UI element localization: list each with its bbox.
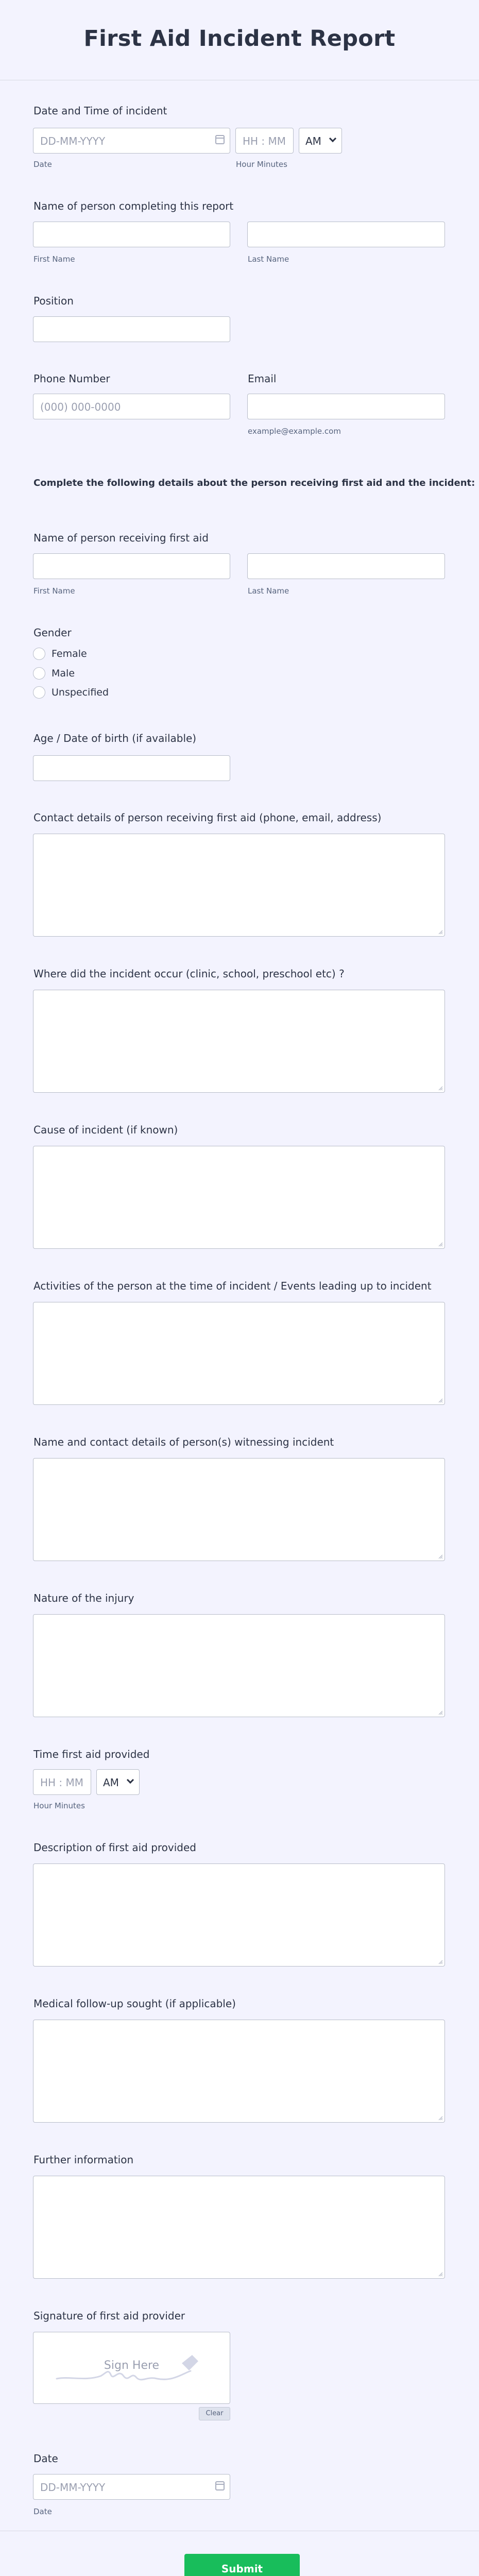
incident-date-sublabel: Date	[33, 160, 52, 169]
first-aid-ampm-select[interactable]	[96, 1769, 140, 1795]
calendar-icon[interactable]	[215, 135, 225, 144]
completer-last-sublabel: Last Name	[248, 255, 289, 264]
further-info-textarea[interactable]	[33, 2176, 445, 2279]
first-aid-ampm-value: AM	[103, 1776, 119, 1789]
phone-input[interactable]	[33, 394, 230, 419]
gender-option-male[interactable]	[33, 667, 162, 681]
form-header	[0, 0, 479, 80]
radio-button[interactable]	[33, 686, 45, 699]
incident-time-placeholder: HH : MM	[243, 135, 286, 147]
submit-button[interactable]: Submit	[184, 2554, 300, 2576]
receiver-last-sublabel: Last Name	[248, 586, 289, 596]
completer-first-sublabel: First Name	[33, 255, 75, 264]
receiver-first-sublabel: First Name	[33, 586, 75, 596]
medical-followup-textarea[interactable]	[33, 2020, 445, 2123]
signature-pad[interactable]	[33, 2332, 230, 2404]
incident-datetime-label: Date and Time of incident	[33, 105, 167, 117]
signature-label: Signature of first aid provider	[33, 2310, 185, 2322]
resize-handle-icon[interactable]	[438, 929, 443, 935]
incident-date-placeholder: DD-MM-YYYY	[40, 135, 106, 147]
incident-location-label: Where did the incident occur (clinic, school, preschool etc) ?	[33, 968, 345, 980]
resize-handle-icon[interactable]	[438, 2272, 443, 2277]
further-info-label: Further information	[33, 2154, 134, 2166]
first-aid-description-textarea[interactable]	[33, 1863, 445, 1967]
contact-details-textarea[interactable]	[33, 834, 445, 937]
injury-nature-label: Nature of the injury	[33, 1592, 134, 1604]
activities-textarea[interactable]	[33, 1302, 445, 1405]
receiver-last-name-input[interactable]	[247, 553, 445, 579]
completer-first-name-input[interactable]	[33, 222, 230, 247]
gender-option-female[interactable]	[33, 647, 162, 662]
final-date-input[interactable]	[33, 2474, 230, 2500]
age-label: Age / Date of birth (if available)	[33, 732, 197, 744]
first-aid-time-label: Time first aid provided	[33, 1748, 150, 1760]
final-date-label: Date	[33, 2452, 58, 2465]
gender-label: Gender	[33, 626, 72, 639]
age-input[interactable]	[33, 755, 230, 781]
incident-time-input[interactable]	[235, 128, 294, 154]
resize-handle-icon[interactable]	[438, 1959, 443, 1964]
final-date-placeholder: DD-MM-YYYY	[40, 2481, 106, 2494]
resize-handle-icon[interactable]	[438, 1710, 443, 1715]
receiver-name-label: Name of person receiving first aid	[33, 532, 209, 544]
first-aid-time-placeholder: HH : MM	[40, 1776, 84, 1789]
section-heading: Complete the following details about the person receiving first aid and the incident:	[33, 478, 475, 488]
witness-textarea[interactable]	[33, 1458, 445, 1561]
calendar-icon[interactable]	[215, 2481, 225, 2490]
first-aid-time-input[interactable]	[33, 1769, 91, 1795]
radio-button[interactable]	[33, 648, 45, 660]
position-label: Position	[33, 295, 74, 307]
gender-option-label: Male	[52, 668, 75, 679]
gender-option-label: Unspecified	[52, 687, 109, 698]
gender-option-unspecified[interactable]	[33, 686, 162, 700]
completer-last-name-input[interactable]	[247, 222, 445, 247]
signature-scribble-icon	[54, 2353, 209, 2389]
incident-ampm-value: AM	[305, 135, 321, 147]
incident-ampm-select[interactable]	[299, 128, 342, 154]
phone-placeholder: (000) 000-0000	[40, 401, 121, 413]
phone-label: Phone Number	[33, 372, 110, 385]
final-date-sublabel: Date	[33, 2507, 52, 2516]
medical-followup-label: Medical follow-up sought (if applicable)	[33, 1997, 236, 2010]
position-input[interactable]	[33, 316, 230, 342]
gender-option-label: Female	[52, 648, 87, 659]
radio-button[interactable]	[33, 667, 45, 680]
first-aid-description-label: Description of first aid provided	[33, 1841, 197, 1854]
resize-handle-icon[interactable]	[438, 1554, 443, 1559]
page-title: First Aid Incident Report	[83, 26, 396, 52]
witness-label: Name and contact details of person(s) witnessing incident	[33, 1436, 334, 1448]
signature-hint: Sign Here	[104, 2359, 160, 2372]
first-aid-time-sublabel: Hour Minutes	[33, 1801, 85, 1810]
email-input[interactable]	[247, 394, 445, 419]
completer-name-label: Name of person completing this report	[33, 200, 234, 212]
activities-label: Activities of the person at the time of incident / Events leading up to incident	[33, 1280, 432, 1292]
chevron-down-icon	[329, 135, 336, 142]
chevron-down-icon	[127, 1776, 134, 1784]
contact-details-label: Contact details of person receiving first aid (phone, email, address)	[33, 811, 382, 824]
incident-cause-label: Cause of incident (if known)	[33, 1124, 178, 1136]
injury-nature-textarea[interactable]	[33, 1614, 445, 1717]
clear-signature-button[interactable]: Clear	[199, 2407, 230, 2420]
resize-handle-icon[interactable]	[438, 1086, 443, 1091]
resize-handle-icon[interactable]	[438, 1398, 443, 1403]
incident-cause-textarea[interactable]	[33, 1146, 445, 1249]
incident-location-textarea[interactable]	[33, 990, 445, 1093]
resize-handle-icon[interactable]	[438, 1242, 443, 1247]
email-sublabel: example@example.com	[248, 427, 341, 436]
incident-date-input[interactable]	[33, 128, 230, 154]
incident-time-sublabel: Hour Minutes	[236, 160, 287, 169]
resize-handle-icon[interactable]	[438, 2115, 443, 2121]
receiver-first-name-input[interactable]	[33, 553, 230, 579]
email-label: Email	[248, 372, 277, 385]
